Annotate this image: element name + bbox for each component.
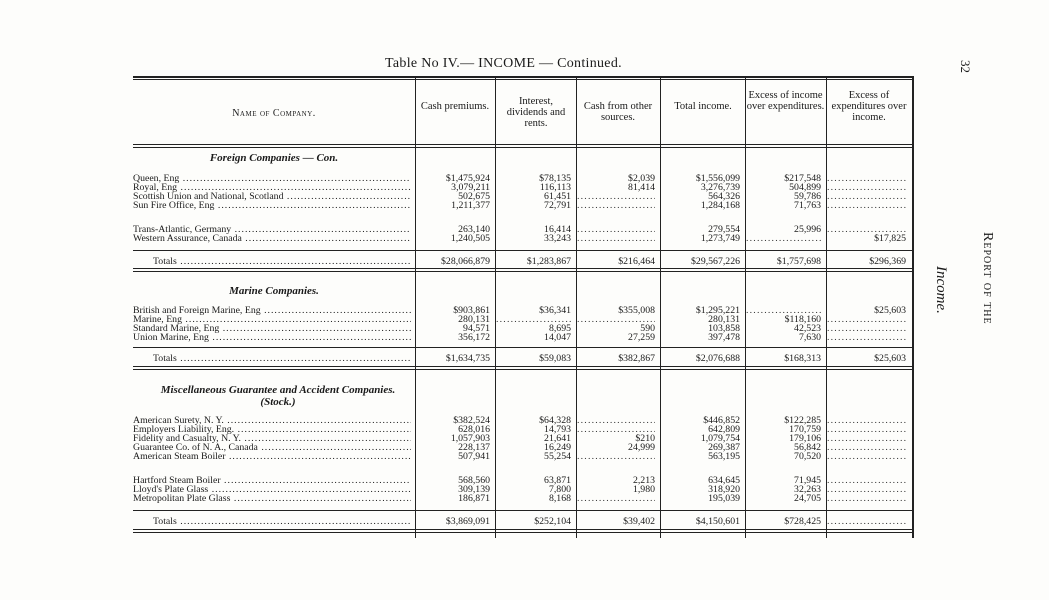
company-name: Lloyd's Plate Glass ..... (133, 485, 411, 495)
cell-int: $36,341 (539, 305, 571, 316)
cell-exi: 71,945 (794, 475, 821, 486)
cell-oth: $216,464 (618, 256, 655, 267)
cell-int: 8,695 (548, 323, 571, 334)
cell-oth: $355,008 (618, 305, 655, 316)
company-name: Totals ..... (133, 517, 411, 527)
cell-tot: 103,858 (708, 323, 740, 334)
cell-oth: 590 (640, 323, 655, 334)
company-name: Totals ..... (133, 354, 411, 364)
cell-oth (577, 494, 655, 504)
cell-int: 116,113 (539, 182, 571, 193)
cell-oth: 81,414 (628, 182, 655, 193)
cell-exe: $296,369 (869, 256, 906, 267)
cell-prem: $1,634,735 (445, 353, 490, 364)
cell-exe (827, 452, 906, 462)
company-name: American Surety, N. Y. ..... (133, 416, 411, 426)
cell-oth: $382,867 (618, 353, 655, 364)
cell-prem: 568,560 (458, 475, 490, 486)
company-name: Totals ..... (133, 257, 411, 267)
table-row (133, 494, 913, 504)
cell-exi: 25,996 (794, 224, 821, 235)
cell-int: 63,871 (544, 475, 571, 486)
rule (133, 250, 913, 251)
table-row (133, 333, 913, 343)
side-subtitle: Income. (933, 266, 949, 314)
cell-exi: 56,842 (794, 442, 821, 453)
cell-int: 61,451 (544, 191, 571, 202)
company-name: Union Marine, Eng ..... (133, 333, 411, 343)
cell-prem: 1,057,903 (450, 433, 490, 444)
cell-tot: 3,276,739 (700, 182, 740, 193)
cell-int: 14,047 (544, 332, 571, 343)
rule (133, 268, 913, 269)
totals-row (133, 257, 913, 267)
side-running-title: Report of the (980, 232, 995, 325)
cell-tot: $2,076,688 (695, 353, 740, 364)
cell-prem: 3,079,211 (451, 182, 490, 193)
rule (133, 510, 913, 511)
cell-exe: $25,603 (874, 353, 906, 364)
cell-int: 7,800 (548, 484, 571, 495)
cell-exe (827, 517, 906, 527)
rule-top-2 (133, 79, 913, 80)
cell-int: 8,168 (548, 493, 571, 504)
cell-exi: 59,786 (794, 191, 821, 202)
cell-exi: 170,759 (789, 424, 821, 435)
rule (133, 271, 913, 272)
rule (133, 529, 913, 530)
cell-exi: $217,548 (784, 173, 821, 184)
cell-tot: 1,273,749 (700, 233, 740, 244)
cell-int: 33,243 (544, 233, 571, 244)
header-excess-expenditures: Excess of expenditures over income. (831, 90, 907, 123)
income-table (133, 76, 913, 536)
cell-oth (577, 201, 655, 211)
cell-exe (827, 494, 906, 504)
cell-prem: 309,139 (458, 484, 490, 495)
cell-oth: $210 (635, 433, 655, 444)
cell-int: 21,641 (544, 433, 571, 444)
cell-exi: $122,285 (784, 415, 821, 426)
company-name: Trans-Atlantic, Germany ..... (133, 225, 411, 235)
cell-prem: 502,675 (458, 191, 490, 202)
cell-tot: 1,284,168 (700, 200, 740, 211)
cell-exi: $118,160 (784, 314, 821, 325)
cell-tot: $1,295,221 (695, 305, 740, 316)
table-title: Table No IV.— INCOME — Continued. (385, 56, 622, 71)
header-excess-income: Excess of income over expenditures. (746, 90, 825, 112)
cell-int: $64,328 (539, 415, 571, 426)
cell-exe: $17,825 (874, 233, 906, 244)
cell-exe (827, 333, 906, 343)
cell-tot: $4,150,601 (695, 516, 740, 527)
cell-tot: $29,567,226 (691, 256, 740, 267)
cell-oth: 24,999 (628, 442, 655, 453)
cell-prem: $28,066,879 (441, 256, 490, 267)
company-name: Hartford Steam Boiler ..... (133, 476, 411, 486)
cell-prem: 1,211,377 (451, 200, 490, 211)
cell-tot: 563,195 (708, 451, 740, 462)
cell-exi: 32,263 (794, 484, 821, 495)
rule-header (133, 144, 913, 145)
cell-exi: 7,630 (798, 332, 821, 343)
cell-exi: 71,763 (794, 200, 821, 211)
cell-tot: 269,387 (708, 442, 740, 453)
company-name: Standard Marine, Eng ..... (133, 324, 411, 334)
cell-exi: $168,313 (784, 353, 821, 364)
cell-tot: 642,809 (708, 424, 740, 435)
cell-exi (746, 234, 821, 244)
company-name: Queen, Eng ..... (133, 174, 411, 184)
header-other-sources: Cash from other sources. (583, 101, 653, 123)
cell-prem: 186,871 (458, 493, 490, 504)
cell-int: $78,135 (539, 173, 571, 184)
cell-int: 55,254 (544, 451, 571, 462)
company-name: Marine, Eng ..... (133, 315, 411, 325)
table-row (133, 234, 913, 244)
cell-oth: $2,039 (628, 173, 655, 184)
cell-exi: $728,425 (784, 516, 821, 527)
cell-prem: 507,941 (458, 451, 490, 462)
company-name: Sun Fire Office, Eng ..... (133, 201, 411, 211)
cell-exi: $1,757,698 (776, 256, 821, 267)
company-name: Western Assurance, Canada ..... (133, 234, 411, 244)
cell-exi: 70,520 (794, 451, 821, 462)
company-name: British and Foreign Marine, Eng ..... (133, 306, 411, 316)
cell-oth (577, 452, 655, 462)
cell-prem: 628,016 (458, 424, 490, 435)
cell-tot: 564,326 (708, 191, 740, 202)
cell-prem: $382,524 (453, 415, 490, 426)
company-name: Fidelity and Casualty, N. Y. ..... (133, 434, 411, 444)
rule (133, 366, 913, 367)
rule-top (133, 76, 913, 78)
cell-prem: 1,240,505 (450, 233, 490, 244)
cell-int: $252,104 (534, 516, 571, 527)
cell-exe: $25,603 (874, 305, 906, 316)
cell-oth: 2,213 (632, 475, 655, 486)
company-name: Guarantee Co. of N. A., Canada ..... (133, 443, 411, 453)
cell-exi: 24,705 (794, 493, 821, 504)
section-title: Foreign Companies — Con. (209, 152, 339, 164)
cell-exi: 42,523 (794, 323, 821, 334)
rule (133, 532, 913, 533)
company-name: Scottish Union and National, Scotland ..... (133, 192, 411, 202)
table-row (133, 201, 913, 211)
cell-tot: $1,556,099 (695, 173, 740, 184)
company-name: Employers Liability, Eng. ..... (133, 425, 411, 435)
section-title: Miscellaneous Guarantee and Accident Companies. (Stock.) (160, 384, 396, 408)
cell-tot: 318,920 (708, 484, 740, 495)
cell-tot: 397,478 (708, 332, 740, 343)
cell-int: $59,083 (539, 353, 571, 364)
rule-header-2 (133, 147, 913, 148)
cell-int: $1,283,867 (526, 256, 571, 267)
cell-prem: 356,172 (458, 332, 490, 343)
cell-prem: 263,140 (458, 224, 490, 235)
cell-exi: 504,899 (789, 182, 821, 193)
company-name: Metropolitan Plate Glass ..... (133, 494, 411, 504)
cell-exe (827, 201, 906, 211)
cell-int: 16,414 (544, 224, 571, 235)
header-cash-premiums: Cash premiums. (420, 101, 490, 112)
company-name: Royal, Eng ..... (133, 183, 411, 193)
cell-tot: 1,079,754 (700, 433, 740, 444)
cell-tot: 634,645 (708, 475, 740, 486)
cell-prem: 94,571 (463, 323, 490, 334)
cell-prem: $1,475,924 (445, 173, 490, 184)
cell-int: 16,249 (544, 442, 571, 453)
cell-prem: $3,869,091 (445, 516, 490, 527)
cell-tot: 279,554 (708, 224, 740, 235)
cell-int: 14,793 (544, 424, 571, 435)
totals-row (133, 517, 913, 527)
header-total-income: Total income. (674, 101, 732, 112)
section-title: Marine Companies. (229, 285, 319, 297)
cell-tot: 280,131 (708, 314, 740, 325)
cell-tot: 195,039 (708, 493, 740, 504)
table-row (133, 452, 913, 462)
cell-oth: 1,980 (632, 484, 655, 495)
header-company: Name of Company. (232, 108, 316, 119)
cell-prem: 228,137 (458, 442, 490, 453)
cell-oth: $39,402 (623, 516, 655, 527)
cell-prem: 280,131 (458, 314, 490, 325)
rule (133, 347, 913, 348)
cell-exi: 179,106 (789, 433, 821, 444)
header-interest: Interest, dividends and rents. (506, 96, 566, 129)
company-name: American Steam Boiler ..... (133, 452, 411, 462)
cell-int: 72,791 (544, 200, 571, 211)
cell-oth: 27,259 (628, 332, 655, 343)
totals-row (133, 354, 913, 364)
cell-oth (577, 234, 655, 244)
cell-tot: $446,852 (703, 415, 740, 426)
page-number: 32 (958, 60, 973, 73)
rule (133, 369, 913, 370)
cell-prem: $903,861 (453, 305, 490, 316)
